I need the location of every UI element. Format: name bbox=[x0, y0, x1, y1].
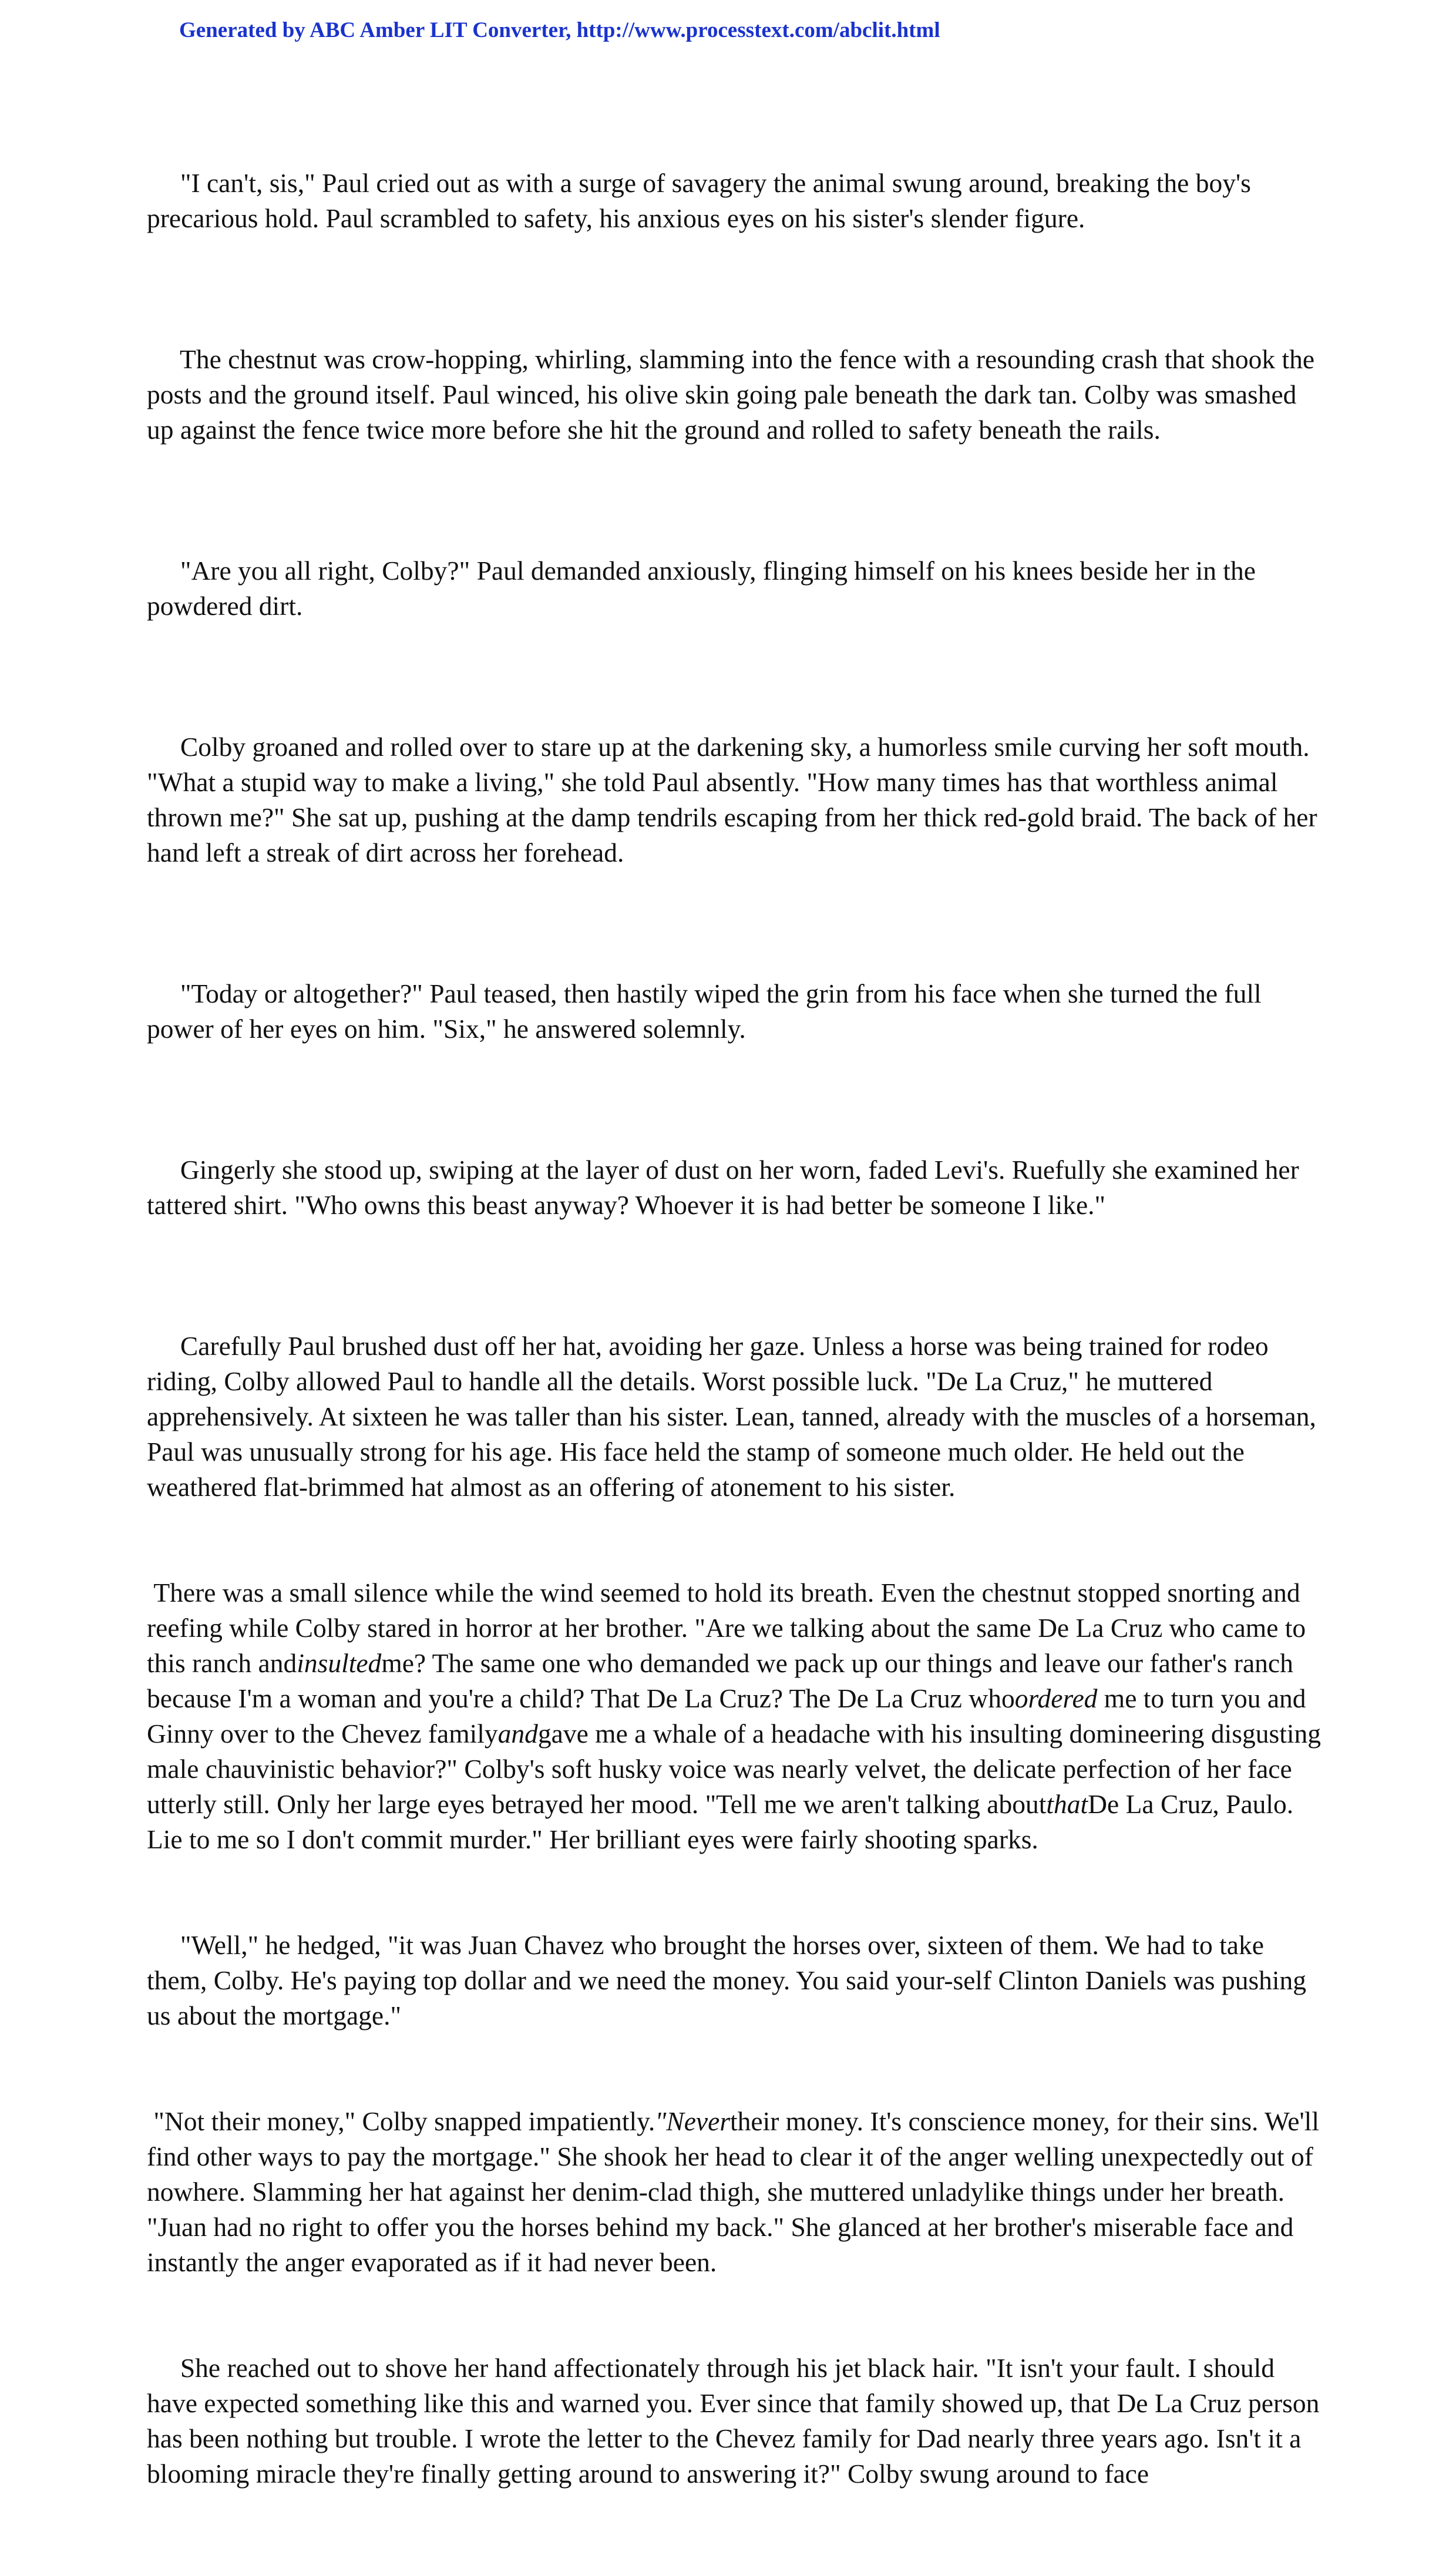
paragraph bbox=[147, 694, 1322, 906]
paragraph-text: "I can't, sis," Paul cried out as with a surge of savagery the animal swung around, breaking the boy's precarious hold. Paul scrambled to safety, his anxious eyes on his sister's slender figure. bbox=[147, 168, 1258, 233]
paragraph-text: The chestnut was crow-hopping, whirling, slamming into the fence with a resounding crash that shook the posts and the ground itself. Paul winced, his olive skin going pale beneath the dark tan. Colby was smashed up against the fence twice more before she hit the ground and rolled to safety beneath the rails. bbox=[147, 344, 1322, 445]
paragraph bbox=[147, 1575, 1328, 1857]
paragraph bbox=[147, 307, 1322, 483]
paragraph-text: "Not their money," Colby snapped impatiently. bbox=[147, 2106, 655, 2136]
paragraph-text: There was a small silence while the wind seemed to hold its breath. Even the chestnut stopped snorting and reefing while Colby stared in horror at her brother. "Are we talking about the same De La Cruz who came to this ranch and bbox=[147, 1578, 1313, 1678]
paragraph bbox=[147, 1117, 1322, 1258]
converter-header: Generated by ABC Amber LIT Converter, http://www.processtext.com/abclit.html bbox=[179, 18, 940, 42]
paragraph-text: Carefully Paul brushed dust off her hat, avoiding her gaze. Unless a horse was being trained for rodeo riding, Colby allowed Paul to handle all the details. Worst possible luck. "De La Cruz," he muttered apprehensively. At sixteen he was taller than his sister. Lean, tanned, already with the muscles of a horseman, Paul was unusually strong for his age. His face held the stamp of someone much older. He held out the weathered flat-brimmed hat almost as an offering of atonement to his sister. bbox=[147, 1331, 1323, 1502]
emphasis-text: and bbox=[497, 1719, 538, 1749]
paragraph-text: me? The same one who demanded we pack up our things and leave our father's ranch because I'm a woman and you're a child? That De La Cruz? The De La Cruz who bbox=[147, 1648, 1300, 1713]
emphasis-text: ordered bbox=[1014, 1683, 1098, 1713]
paragraph bbox=[147, 941, 1322, 1082]
paragraph-text: She reached out to shove her hand affectionately through his jet black hair. "It isn't your fault. I should have expected something like this and warned you. Ever since that family showed up, that De La Cruz person has been nothing but trouble. I wrote the letter to the Chevez family for Dad nearly three years ago. Isn't it a blooming miracle they're finally getting around to answering it?" Colby swung around to face bbox=[147, 2353, 1326, 2489]
paragraph bbox=[147, 130, 1322, 271]
paragraph bbox=[147, 1892, 1322, 2069]
paragraph-text: "Are you all right, Colby?" Paul demanded anxiously, flinging himself on his knees beside her in the powdered dirt. bbox=[147, 556, 1263, 621]
paragraph bbox=[147, 2104, 1326, 2280]
paragraph bbox=[147, 2315, 1326, 2527]
paragraph-text: De La Cruz, Paulo. Lie to me so I don't commit murder." Her brilliant eyes were fairly shooting sparks. bbox=[147, 1789, 1300, 1854]
emphasis-text: insulted bbox=[297, 1648, 382, 1678]
paragraph-text: Gingerly she stood up, swiping at the layer of dust on her worn, faded Levi's. Ruefully she examined her tattered shirt. "Who owns this beast anyway? Whoever it is had better be someone I like." bbox=[147, 1155, 1306, 1220]
paragraph-text: gave me a whale of a headache with his insulting domineering disgusting male chauvinistic behavior?" Colby's soft husky voice was nearly velvet, the delicate perfection of her face utterly still. Only her large eyes betrayed her mood. "Tell me we aren't talking about bbox=[147, 1719, 1328, 1819]
paragraph-text: "Today or altogether?" Paul teased, then hastily wiped the grin from his face when she turned the full power of her eyes on him. "Six," he answered solemnly. bbox=[147, 979, 1269, 1044]
document-body bbox=[147, 130, 1328, 2562]
paragraph bbox=[147, 1293, 1322, 1540]
emphasis-text: that bbox=[1046, 1789, 1088, 1819]
paragraph bbox=[147, 518, 1322, 659]
paragraph-text: "Well," he hedged, "it was Juan Chavez who brought the horses over, sixteen of them. We had to take them, Colby. He's paying top dollar and we need the money. You said your-self Clinton Daniels was pushing us about the mortgage." bbox=[147, 1930, 1313, 2030]
paragraph-text: me to turn you and Ginny over to the Chevez family bbox=[147, 1683, 1313, 1749]
emphasis-text: "Never bbox=[655, 2106, 731, 2136]
paragraph-text: their money. It's conscience money, for their sins. We'll find other ways to pay the mortgage." She shook her head to clear it of the anger welling unexpectedly out of nowhere. Slamming her hat against her denim-clad thigh, she muttered unladylike things under her breath. "Juan had no right to offer you the horses behind my back." She glanced at her brother's miserable face and instantly the anger evaporated as if it had never been. bbox=[147, 2106, 1326, 2277]
paragraph-text: Colby groaned and rolled over to stare up at the darkening sky, a humorless smile curving her soft mouth. "What a stupid way to make a living," she told Paul absently. "How many times has that worthless animal thrown me?" She sat up, pushing at the damp tendrils escaping from her thick red-gold braid. The back of her hand left a streak of dirt across her forehead. bbox=[147, 732, 1324, 868]
